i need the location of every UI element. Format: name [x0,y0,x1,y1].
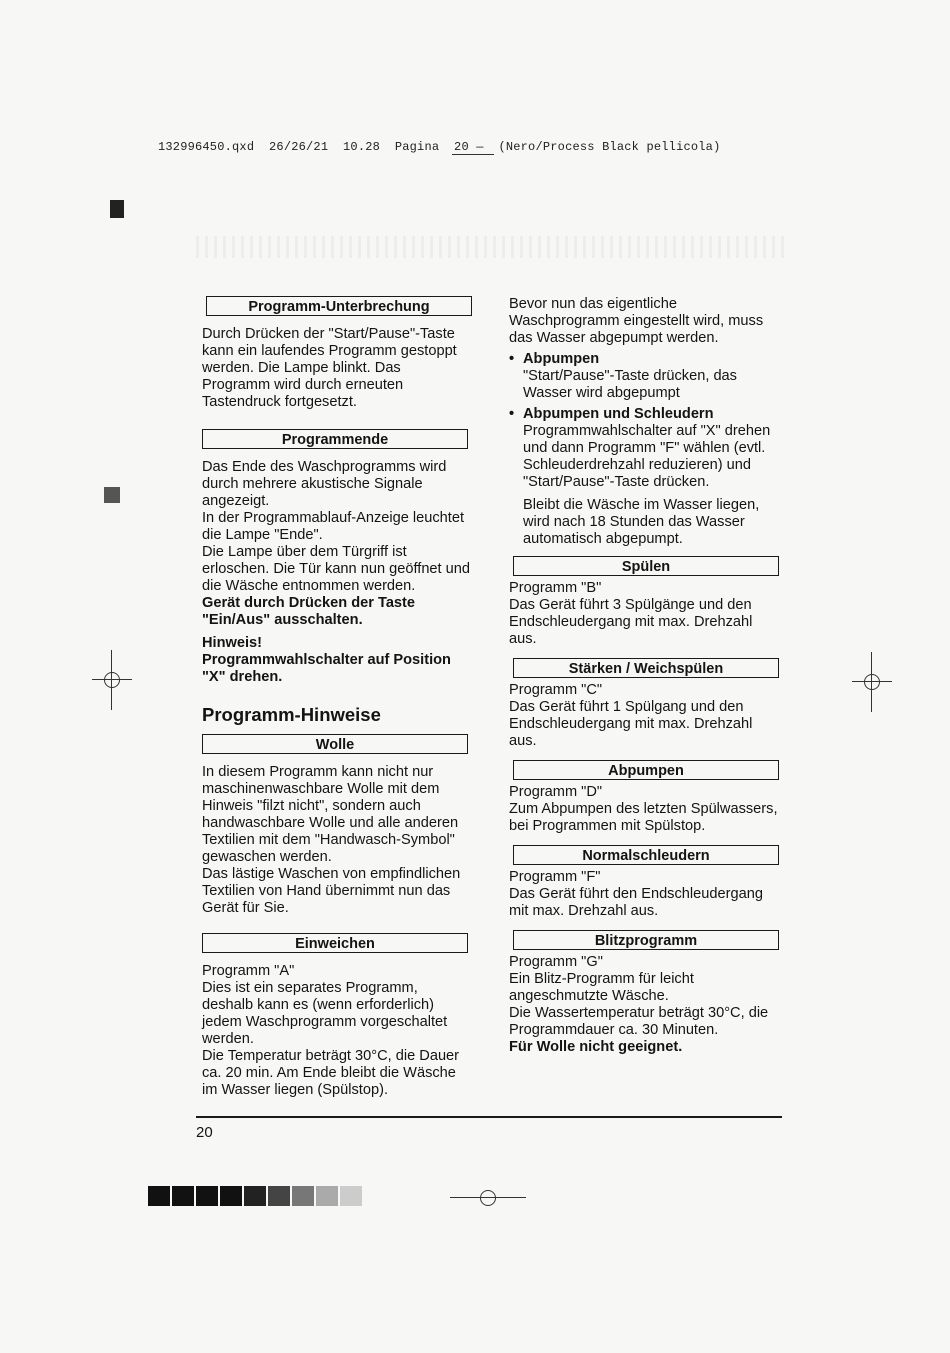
registration-square-top [110,200,124,218]
main-heading-programm-hinweise: Programm-Hinweise [202,704,381,725]
slug-underline [452,154,494,155]
paragraph: In der Programmablauf-Anzeige leuchtet die Lampe "Ende". [202,510,465,543]
bullet-dot-icon: • [509,406,515,422]
crosshair-bottom-icon [468,1178,508,1218]
page-number: 20 [196,1124,213,1141]
registration-square-middle [104,487,120,503]
section-heading-einweichen: Einweichen [202,933,468,953]
paragraph: Die Temperatur beträgt 30°C, die Dauer ca. 20 min. Am Ende bleibt die Wäsche im Wasser liegen (Spülstop). [202,1048,460,1098]
paragraph: Ein Blitz-Programm für leicht angeschmutzte Wäsche. [509,971,694,1004]
bullet-item-abpumpen [509,351,781,402]
paragraph: Die Wassertemperatur beträgt 30°C, die Programmdauer ca. 30 Minuten. [509,1005,769,1038]
bullet-text: Programmwahlschalter auf "X" drehen und dann Programm "F" wählen (evtl. Schleuderdrehzahl reduzieren) und "Start/Pause"-Taste drücken. [523,423,771,490]
note-text: Programmwahlschalter auf Position "X" drehen. [202,652,451,685]
note-label: Hinweis! [202,635,263,651]
bullet-note: Bleibt die Wäsche im Wasser liegen, wird nach 18 Stunden das Wasser automatisch abgepumpt. [523,497,760,547]
footer-rule [196,1116,782,1118]
section-heading-blitzprogramm: Blitzprogramm [513,930,779,950]
paragraph: Das Ende des Waschprogramms wird durch mehrere akustische Signale angezeigt. [202,459,447,509]
program-label: Programm "B" [509,580,602,596]
program-label: Programm "F" [509,869,601,885]
paragraph: In diesem Programm kann nicht nur maschinenwaschbare Wolle mit dem Hinweis "filzt nicht", sondern auch handwaschbare Wolle und alle anderen Textilien mit dem "Handwasch-Symbol" gewaschen werden. [202,764,459,865]
left-column [202,296,472,1099]
paragraph: Das Gerät führt 1 Spülgang und den Endschleudergang mit max. Drehzahl aus. [509,699,753,749]
program-label: Programm "G" [509,954,603,970]
program-label: Programm "C" [509,682,603,698]
paragraph: Das lästige Waschen von empfindlichen Textilien von Hand übernimmt nun das Gerät für Sie. [202,866,461,916]
paragraph: Durch Drücken der "Start/Pause"-Taste kann ein laufendes Programm gestoppt werden. Die Lampe blinkt. Das Programm wird durch erneuten Tastendruck fortgesetzt. [202,326,457,410]
section-heading-abpumpen: Abpumpen [513,760,779,780]
section-heading-spuelen: Spülen [513,556,779,576]
program-label: Programm "A" [202,963,295,979]
bullet-dot-icon: • [509,351,515,367]
bullet-title: Abpumpen [523,351,600,367]
crosshair-right-icon [852,662,892,702]
section-heading-programmende: Programmende [202,429,468,449]
paragraph: Die Lampe über dem Türgriff ist erloschen. Die Tür kann nun geöffnet und die Wäsche entnommen werden. [202,544,471,594]
paragraph: Dies ist ein separates Programm, deshalb kann es (wenn erforderlich) jedem Waschprogramm vorgeschaltet werden. [202,980,448,1047]
scan-noise-band [196,236,786,258]
section-heading-wolle: Wolle [202,734,468,754]
section-heading-staerken: Stärken / Weichspülen [513,658,779,678]
paragraph-bold: Für Wolle nicht geeignet. [509,1039,683,1055]
paragraph-bold: Gerät durch Drücken der Taste "Ein/Aus" ausschalten. [202,595,416,628]
print-control-strip [148,1186,362,1206]
section-heading-programm-unterbrechung: Programm-Unterbrechung [206,296,472,316]
program-label: Programm "D" [509,784,603,800]
paragraph: Das Gerät führt den Endschleudergang mit max. Drehzahl aus. [509,886,763,919]
section-heading-normalschleudern: Normalschleudern [513,845,779,865]
bullet-item-abpumpen-schleudern [509,406,781,548]
paragraph: Das Gerät führt 3 Spülgänge und den Endschleudergang mit max. Drehzahl aus. [509,597,753,647]
right-column [509,296,781,1056]
bullet-text: "Start/Pause"-Taste drücken, das Wasser wird abgepumpt [523,368,737,401]
paragraph: Bevor nun das eigentliche Waschprogramm eingestellt wird, muss das Wasser abgepumpt werden. [509,296,764,346]
crosshair-left-icon [92,660,132,700]
paragraph: Zum Abpumpen des letzten Spülwassers, bei Programmen mit Spülstop. [509,801,778,834]
print-slug-line: 132996450.qxd 26/26/21 10.28 Pagina 20 — (Nero/Process Black pellicola) [158,140,721,154]
bullet-title: Abpumpen und Schleudern [523,406,714,422]
